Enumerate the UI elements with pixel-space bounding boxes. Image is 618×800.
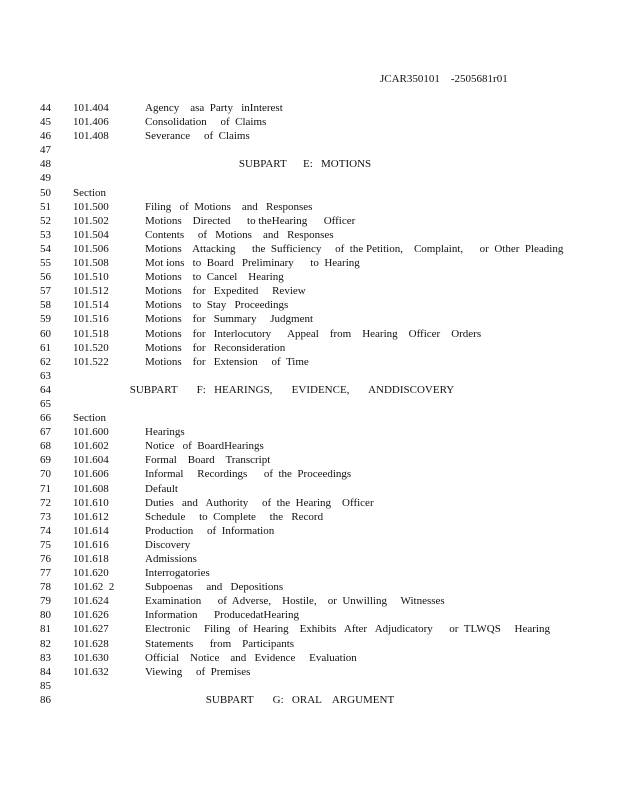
line-number: 64 [40,383,51,396]
toc-entry [0,284,618,298]
section-title: Motions for Interlocutory Appeal from Hearing Officer Orders [145,327,482,340]
section-number: 101.627 [73,623,109,636]
section-title: Informal Recordings of the Proceedings [145,468,352,481]
line-number: 59 [40,313,51,326]
section-label: Section [73,186,106,199]
line-number: 73 [40,510,51,523]
line-number: 50 [40,186,51,199]
toc-entry [0,594,618,608]
line-number: 48 [40,158,51,171]
section-title: Examination of Adverse, Hostile, or Unwilling Witnesses [145,595,445,608]
section-title: Schedule to Complete the Record [145,510,324,523]
toc-entry [0,312,618,326]
section-number: 101.604 [73,454,109,467]
line-number: 74 [40,524,51,537]
line-number: 72 [40,496,51,509]
line-number: 76 [40,553,51,565]
section-title: Motions for Summary Judgment [145,313,314,326]
line-number: 45 [40,116,51,129]
section-title: Discovery [145,538,191,551]
toc-entry [0,637,618,651]
section-number: 101.602 [73,440,109,453]
line-number: 44 [40,102,51,114]
line-number: 79 [40,595,51,608]
section-number: 101.608 [73,482,109,495]
section-title: Subpoenas and Depositions [145,581,284,594]
subpart-heading-line [0,157,618,171]
line-number: 51 [40,200,51,213]
section-number: 101.512 [73,285,109,298]
section-number: 101.630 [73,651,109,664]
toc-entry [0,566,618,580]
line-number: 85 [40,679,51,692]
toc-entry [0,608,618,622]
section-number: 101.62 2 [73,581,115,594]
subpart-heading-line [0,693,618,707]
toc-entry [0,453,618,467]
line-number: 58 [40,299,51,312]
section-number: 101.628 [73,637,109,650]
line-number: 52 [40,214,51,227]
toc-entry [0,425,618,439]
line-number: 57 [40,285,51,298]
line-number: 71 [40,482,51,495]
toc-entry [0,115,618,129]
line-number: 86 [40,693,51,706]
toc-entry [0,298,618,312]
toc-entry [0,552,618,566]
toc-entry [0,580,618,594]
blank-line [0,171,618,185]
section-number: 101.518 [73,327,109,340]
section-number: 101.610 [73,496,109,509]
section-title: Electronic Filing of Hearing Exhibits After Adjudicatory or TLWQS Hearing [145,623,550,636]
section-number: 101.408 [73,130,109,143]
toc-entry [0,228,618,242]
toc-entry [0,665,618,679]
section-title: Notice of BoardHearings [145,440,264,453]
line-number: 53 [40,228,51,241]
line-number: 61 [40,341,51,354]
section-number: 101.624 [73,595,109,608]
section-number: 101.406 [73,116,109,129]
section-title: Motions Directed to theHearing Officer [145,214,356,227]
section-number: 101.514 [73,299,109,312]
line-number: 67 [40,426,51,439]
blank-line [0,397,618,411]
section-title: Motions to Cancel Hearing [145,271,284,284]
section-title: Filing of Motions and Responses [145,200,313,213]
blank-line [0,411,618,425]
section-number: 101.502 [73,214,109,227]
section-label: Section [73,412,106,425]
section-title: Default [145,482,178,495]
document-code-header: JCAR350101 -2505681r01 [380,73,508,85]
section-title: Hearings [145,426,185,439]
section-number: 101.612 [73,510,109,523]
line-number: 75 [40,538,51,551]
section-title: Motions Attacking the Sufficiency of the Petition, Complaint, or Other Pleading [145,242,564,255]
line-number: 63 [40,369,51,382]
line-number: 80 [40,609,51,622]
line-number: 62 [40,355,51,368]
toc-entry [0,467,618,481]
line-number: 82 [40,637,51,650]
section-title: Official Notice and Evidence Evaluation [145,651,357,664]
toc-entry [0,496,618,510]
subpart-heading: SUBPART F: HEARINGS, EVIDENCE, ANDDISCOVERY [129,383,455,396]
line-number: 70 [40,468,51,481]
section-number: 101.616 [73,538,109,551]
section-title: Duties and Authority of the Hearing Officer [145,496,374,509]
section-number: 101.404 [73,102,109,114]
section-title: Production of Information [145,524,275,537]
blank-line [0,369,618,383]
toc-entry [0,341,618,355]
section-title: Severance of Claims [145,130,250,143]
line-number: 81 [40,623,51,636]
blank-line [0,143,618,157]
section-title: Interrogatories [145,567,210,580]
section-title: Mot ions to Board Preliminary to Hearing [145,257,360,270]
toc-entry [0,327,618,341]
toc-entry [0,524,618,538]
section-number: 101.508 [73,257,109,270]
section-title: Motions to Stay Proceedings [145,299,289,312]
line-number: 49 [40,172,51,185]
blank-line [0,679,618,693]
toc-entry [0,242,618,256]
toc-entry [0,129,618,143]
section-title: Agency asa Party inInterest [145,102,283,114]
toc-entry [0,101,618,115]
section-title: Motions for Reconsideration [145,341,286,354]
section-number: 101.620 [73,567,109,580]
toc-entry [0,622,618,636]
section-title: Admissions [145,553,197,565]
toc-entry [0,270,618,284]
line-number: 47 [40,144,51,157]
section-number: 101.632 [73,665,109,678]
line-number: 66 [40,412,51,425]
section-title: Consolidation of Claims [145,116,267,129]
subpart-heading-line [0,383,618,397]
section-title: Formal Board Transcript [145,454,271,467]
line-number: 46 [40,130,51,143]
line-number: 77 [40,567,51,580]
toc-entry [0,510,618,524]
section-title: Contents of Motions and Responses [145,228,334,241]
section-number: 101.614 [73,524,109,537]
line-number: 84 [40,665,51,678]
line-number: 54 [40,242,51,255]
toc-entry [0,256,618,270]
section-number: 101.520 [73,341,109,354]
subpart-heading: SUBPART E: MOTIONS [238,158,372,171]
section-number: 101.606 [73,468,109,481]
line-number: 55 [40,257,51,270]
toc-entry [0,200,618,214]
line-number: 69 [40,454,51,467]
section-title: Motions for Extension of Time [145,355,309,368]
section-number: 101.600 [73,426,109,439]
toc-entry [0,482,618,496]
line-number: 68 [40,440,51,453]
section-title: Statements from Participants [145,637,295,650]
toc-entry [0,355,618,369]
table-of-contents [0,101,618,707]
section-title: Viewing of Premises [145,665,251,678]
section-title: Information ProducedatHearing [145,609,299,622]
section-number: 101.626 [73,609,109,622]
section-number: 101.510 [73,271,109,284]
toc-entry [0,439,618,453]
section-number: 101.504 [73,228,109,241]
toc-entry [0,214,618,228]
section-number: 101.500 [73,200,109,213]
line-number: 78 [40,581,51,594]
line-number: 56 [40,271,51,284]
section-number: 101.618 [73,553,109,565]
section-number: 101.516 [73,313,109,326]
line-number: 83 [40,651,51,664]
toc-entry [0,538,618,552]
section-title: Motions for Expedited Review [145,285,306,298]
section-number: 101.506 [73,242,109,255]
blank-line [0,186,618,200]
line-number: 65 [40,397,51,410]
subpart-heading: SUBPART G: ORAL ARGUMENT [205,693,395,706]
section-number: 101.522 [73,355,109,368]
toc-entry [0,651,618,665]
line-number: 60 [40,327,51,340]
